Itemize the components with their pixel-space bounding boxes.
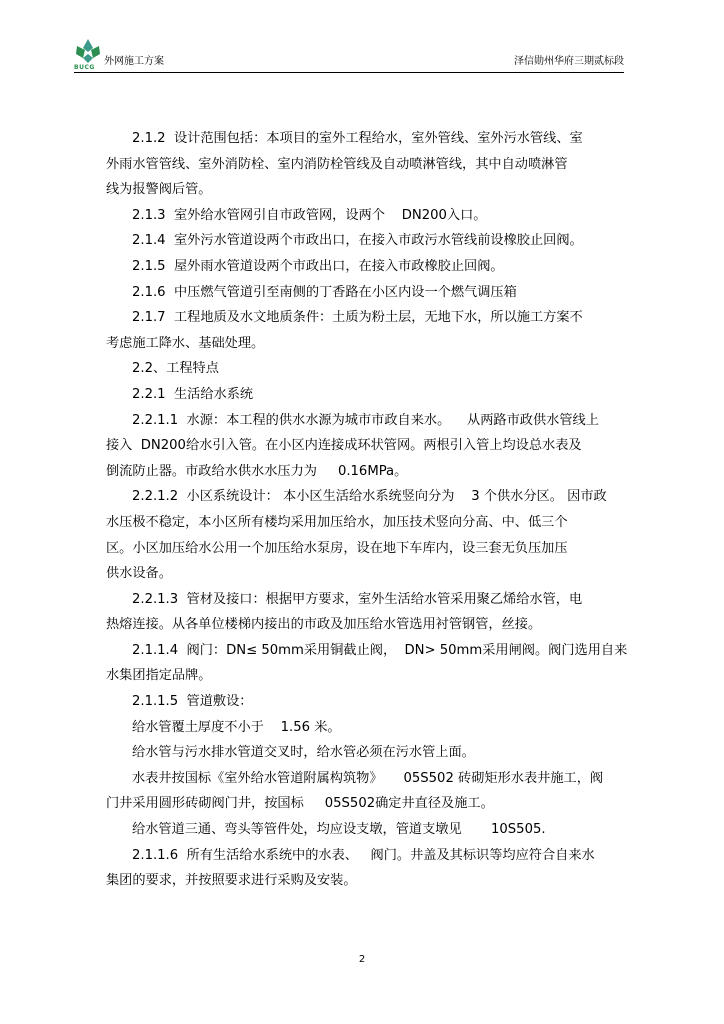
logo-emblem-icon <box>74 38 102 64</box>
text-line: 倒流防止器。市政给水供水水压力为 0.16MPa。 <box>106 463 408 479</box>
text-line: 2.2.1.3 管材及接口：根据甲方要求，室外生活给水管采用聚乙烯给水管，电 <box>132 591 583 607</box>
text-line: 水压极不稳定，本小区所有楼均采用加压给水，加压技术竖向分高、中、低三个 <box>106 514 568 530</box>
text-line: 2.1.1.6 所有生活给水系统中的水表、 阀门。井盖及其标识等均应符合自来水 <box>132 847 595 863</box>
text-line: 热熔连接。从各单位楼梯内接出的市政及加压给水管选用衬管钢管，丝接。 <box>106 617 542 633</box>
text-line: 水表井按国标《室外给水管道附属构筑物》 05S502 砖砌矩形水表井施工，阀 <box>132 770 604 786</box>
text-line: 区。小区加压给水公用一个加压给水泵房，设在地下车库内，设三套无负压加压 <box>106 540 568 556</box>
text-line: 给水管覆土厚度不小于 1.56 米。 <box>132 719 341 735</box>
document-body <box>106 126 626 894</box>
text-line: 考虑施工降水、基础处理。 <box>106 335 265 351</box>
text-line: 给水管与污水排水管道交叉时，给水管必须在污水管上面。 <box>132 745 475 761</box>
text-line: 2.1.1.5 管道敷设： <box>132 694 253 710</box>
text-line: 2.2.1 生活给水系统 <box>132 386 254 402</box>
text-line: 2.1.6 中压燃气管道引至南侧的丁香路在小区内设一个燃气调压箱 <box>132 284 517 300</box>
text-line: 2.1.4 室外污水管道设两个市政出口，在接入市政污水管线前设橡胶止回阀。 <box>132 233 583 249</box>
text-line: 2.1.5 屋外雨水管道设两个市政出口，在接入市政橡胶止回阀。 <box>132 258 504 274</box>
text-line: 2.2.1.2 小区系统设计： 本小区生活给水系统竖向分为 3 个供水分区。 因市政 <box>132 489 607 505</box>
header-right-title: 泽信勋州华府三期贰标段 <box>514 56 624 67</box>
page-number: 2 <box>358 954 366 965</box>
logo-text: BUCG <box>74 64 95 71</box>
text-line: 外雨水管管线、室外消防栓、室内消防栓管线及自动喷淋管线，其中自动喷淋管 <box>106 156 568 172</box>
text-line: 2.1.3 室外给水管网引自市政管网，设两个 DN200入口。 <box>132 207 487 223</box>
header-left-title: 外网施工方案 <box>104 56 164 67</box>
text-line: 2.1.7 工程地质及水文地质条件：土质为粉土层，无地下水，所以施工方案不 <box>132 310 583 326</box>
text-line: 2.2.1.1 水源：本工程的供水水源为城市市政自来水。 从两路市政供水管线上 <box>132 412 599 428</box>
text-line: 2.1.1.4 阀门：DN≤ 50mm采用铜截止阀， DN> 50mm采用闸阀。阀门选用自来 <box>132 642 628 658</box>
text-line: 线为报警阀后管。 <box>106 182 212 198</box>
text-line: 供水设备。 <box>106 566 172 582</box>
text-line: 给水管道三通、弯头等管件处，均应设支墩，管道支墩见 10S505. <box>132 822 546 838</box>
page-header <box>74 38 624 73</box>
text-line: 门井采用圆形砖砌阀门井，按国标 05S502确定井直径及施工。 <box>106 796 494 812</box>
text-line: 集团的要求，并按照要求进行采购及安装。 <box>106 873 357 889</box>
company-logo <box>74 38 102 72</box>
text-line: 2.2、工程特点 <box>132 361 219 377</box>
text-line: 接入 DN200给水引入管。在小区内连接成环状管网。两根引入管上均设总水表及 <box>106 438 582 454</box>
text-line: 2.1.2 设计范围包括：本项目的室外工程给水，室外管线、室外污水管线、室 <box>132 131 583 146</box>
text-line: 水集团指定品牌。 <box>106 668 212 684</box>
